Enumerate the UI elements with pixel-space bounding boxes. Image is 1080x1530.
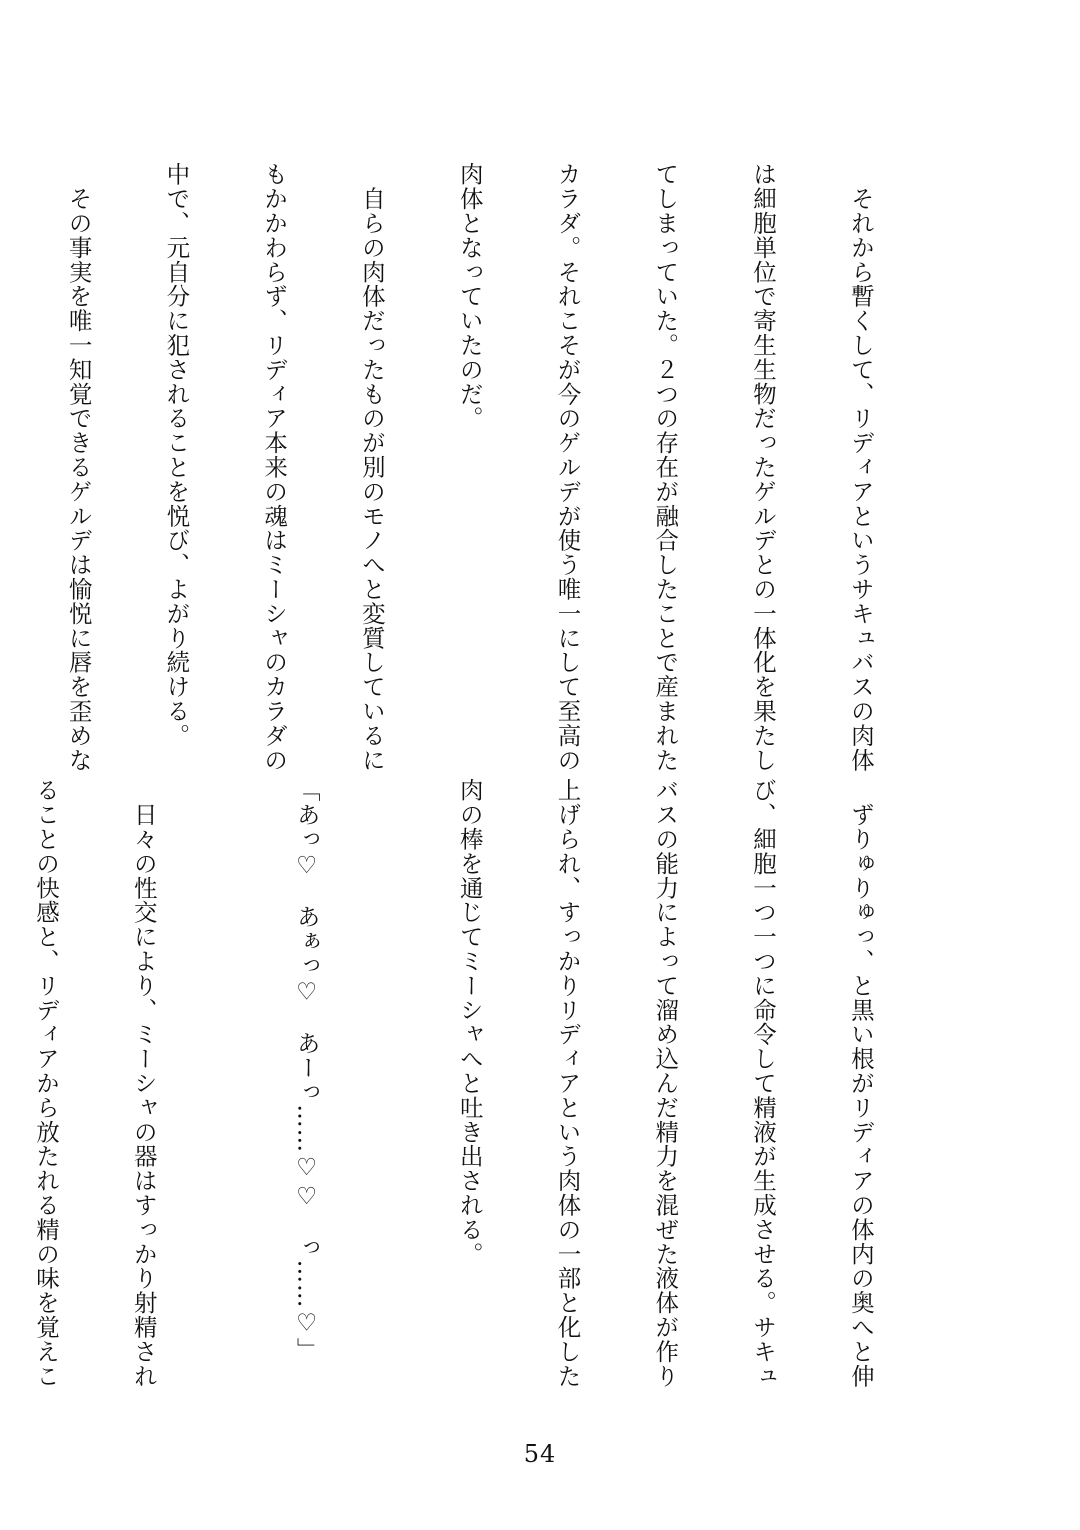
text-column: バスの能力によって溜め込んだ精力を混ぜた液体が作り: [651, 778, 680, 1388]
text-column: 肉の棒を通じてミーシャへと吐き出される。: [455, 778, 484, 1266]
text-column: カラダ。それこそが今のゲルデが使う唯一にして至高の: [553, 162, 582, 772]
text-column: ずりゅりゅっ、と黒い根がリディアの体内の奥へと伸: [846, 778, 875, 1388]
top-text-section: [0, 162, 942, 772]
page-number: 54: [523, 1440, 557, 1468]
text-column: その事実を唯一知覚できるゲルデは愉悦に唇を歪めな: [64, 162, 93, 772]
text-column: び、細胞一つ一つに命令して精液が生成させる。サキュ: [749, 778, 778, 1388]
text-column: は細胞単位で寄生生物だったゲルデとの一体化を果たし: [749, 162, 778, 772]
bottom-text-section: [0, 778, 942, 1388]
text-column: それから暫くして、リディアというサキュバスの肉体: [846, 162, 875, 772]
text-column: 上げられ、すっかりリディアという肉体の一部と化した: [553, 778, 582, 1388]
text-column: てしまっていた。２つの存在が融合したことで産まれた: [651, 162, 680, 772]
dialogue-column: 「あっ♡ あぁっ♡ あーっ……♡♡ っ……♡」: [292, 778, 321, 1362]
text-column: 自らの肉体だったものが別のモノへと変質しているに: [357, 162, 386, 772]
text-column: ることの快感と、リディアから放たれる精の味を覚えこ: [31, 778, 60, 1388]
text-column: 中で、元自分に犯されることを悦び、よがり続ける。: [162, 162, 191, 748]
text-column: 肉体となっていたのだ。: [455, 162, 484, 431]
text-column: 日々の性交により、ミーシャの器はすっかり射精され: [129, 778, 158, 1388]
text-column: もかかわらず、リディア本来の魂はミーシャのカラダの: [260, 162, 289, 772]
